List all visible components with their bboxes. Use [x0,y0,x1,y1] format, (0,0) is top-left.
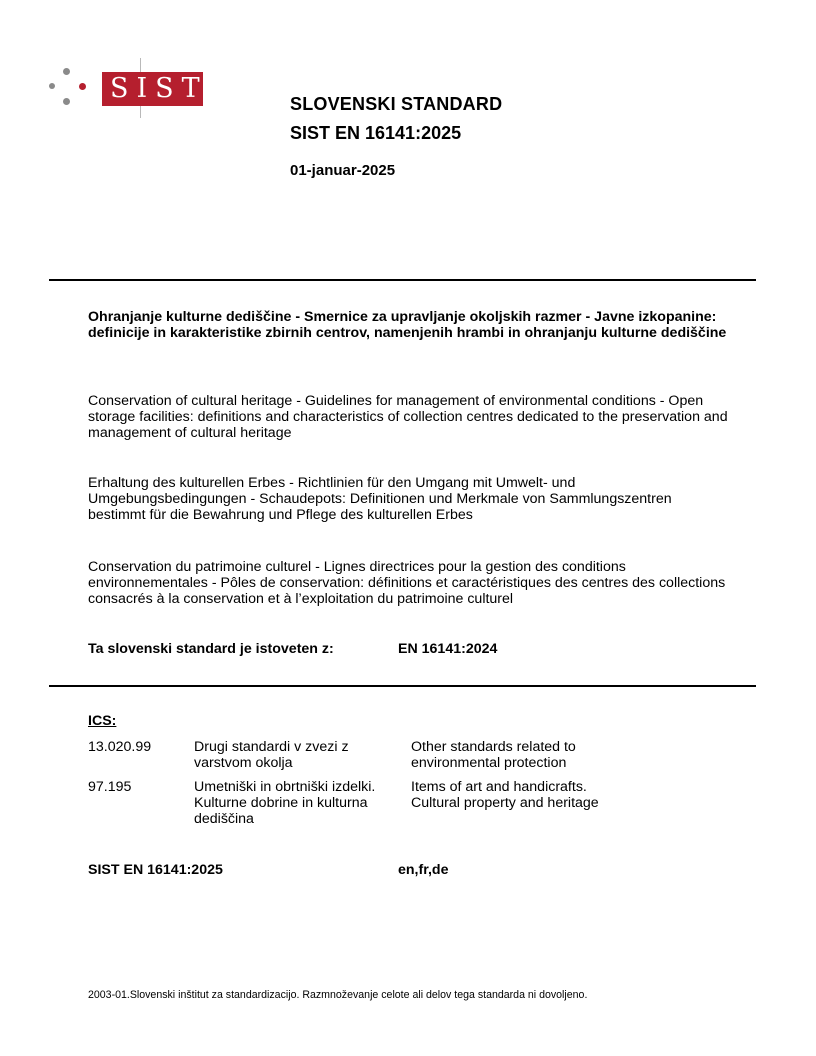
copyright-notice: 2003-01.Slovenski inštitut za standardizacijo. Razmnoževanje celote ali delov tega standarda ni dovoljeno. [88,989,588,1001]
logo-dot-icon [49,83,55,89]
ics-description-slovenian: Drugi standardi v zvezi z varstvom okolja [194,739,349,771]
title-german: Erhaltung des kulturellen Erbes - Richtlinien für den Umgang mit Umwelt- und Umgebungsbedingungen - Schaudepots: Definitionen und Merkmale von Sammlungszentren bestimmt für die Bewahrung und Pflege des kulturellen Erbes [88,475,672,523]
title-slovenian: Ohranjanje kulturne dediščine - Smernice za upravljanje okoljskih razmer - Javne izkopanine: definicije in karakteristike zbirnih centrov, namenjenih hrambi in ohranjanju kulturne dediščine [88,309,727,341]
divider-bottom [49,685,756,687]
ics-description-english: Items of art and handicrafts. Cultural property and heritage [411,779,599,811]
ics-description-english: Other standards related to environmental protection [411,739,576,771]
document-languages: en,fr,de [398,862,449,878]
title-french: Conservation du patrimoine culturel - Lignes directrices pour la gestion des conditions environnementales - Pôles de conservation: définitions et caractéristiques des centres des collections consacrés à la conservation et à l’exploitation du patrimoine culturel [88,559,726,607]
document-code: SIST EN 16141:2025 [88,862,223,878]
ics-code: 97.195 [88,779,132,795]
standard-number: SIST EN 16141:2025 [290,123,462,143]
logo-wordmark: SIST [102,72,203,106]
identical-label: Ta slovenski standard je istoveten z: [88,641,334,657]
logo-accent-dot-icon [79,83,86,90]
identical-value: EN 16141:2024 [398,641,498,657]
title-english: Conservation of cultural heritage - Guidelines for management of environmental conditions - Open storage facilities: definitions and characteristics of collection centres dedicated to the preservation and management of cultural heritage [88,393,728,441]
ics-description-slovenian: Umetniški in obrtniški izdelki. Kulturne dobrine in kulturna dediščina [194,779,376,827]
publication-date: 01-januar-2025 [290,162,396,179]
ics-code: 13.020.99 [88,739,152,755]
logo-dot-icon [63,68,70,75]
divider-top [49,279,756,281]
logo-dot-icon [63,98,70,105]
ics-heading: ICS: [88,713,117,729]
standard-type: SLOVENSKI STANDARD [290,94,503,114]
